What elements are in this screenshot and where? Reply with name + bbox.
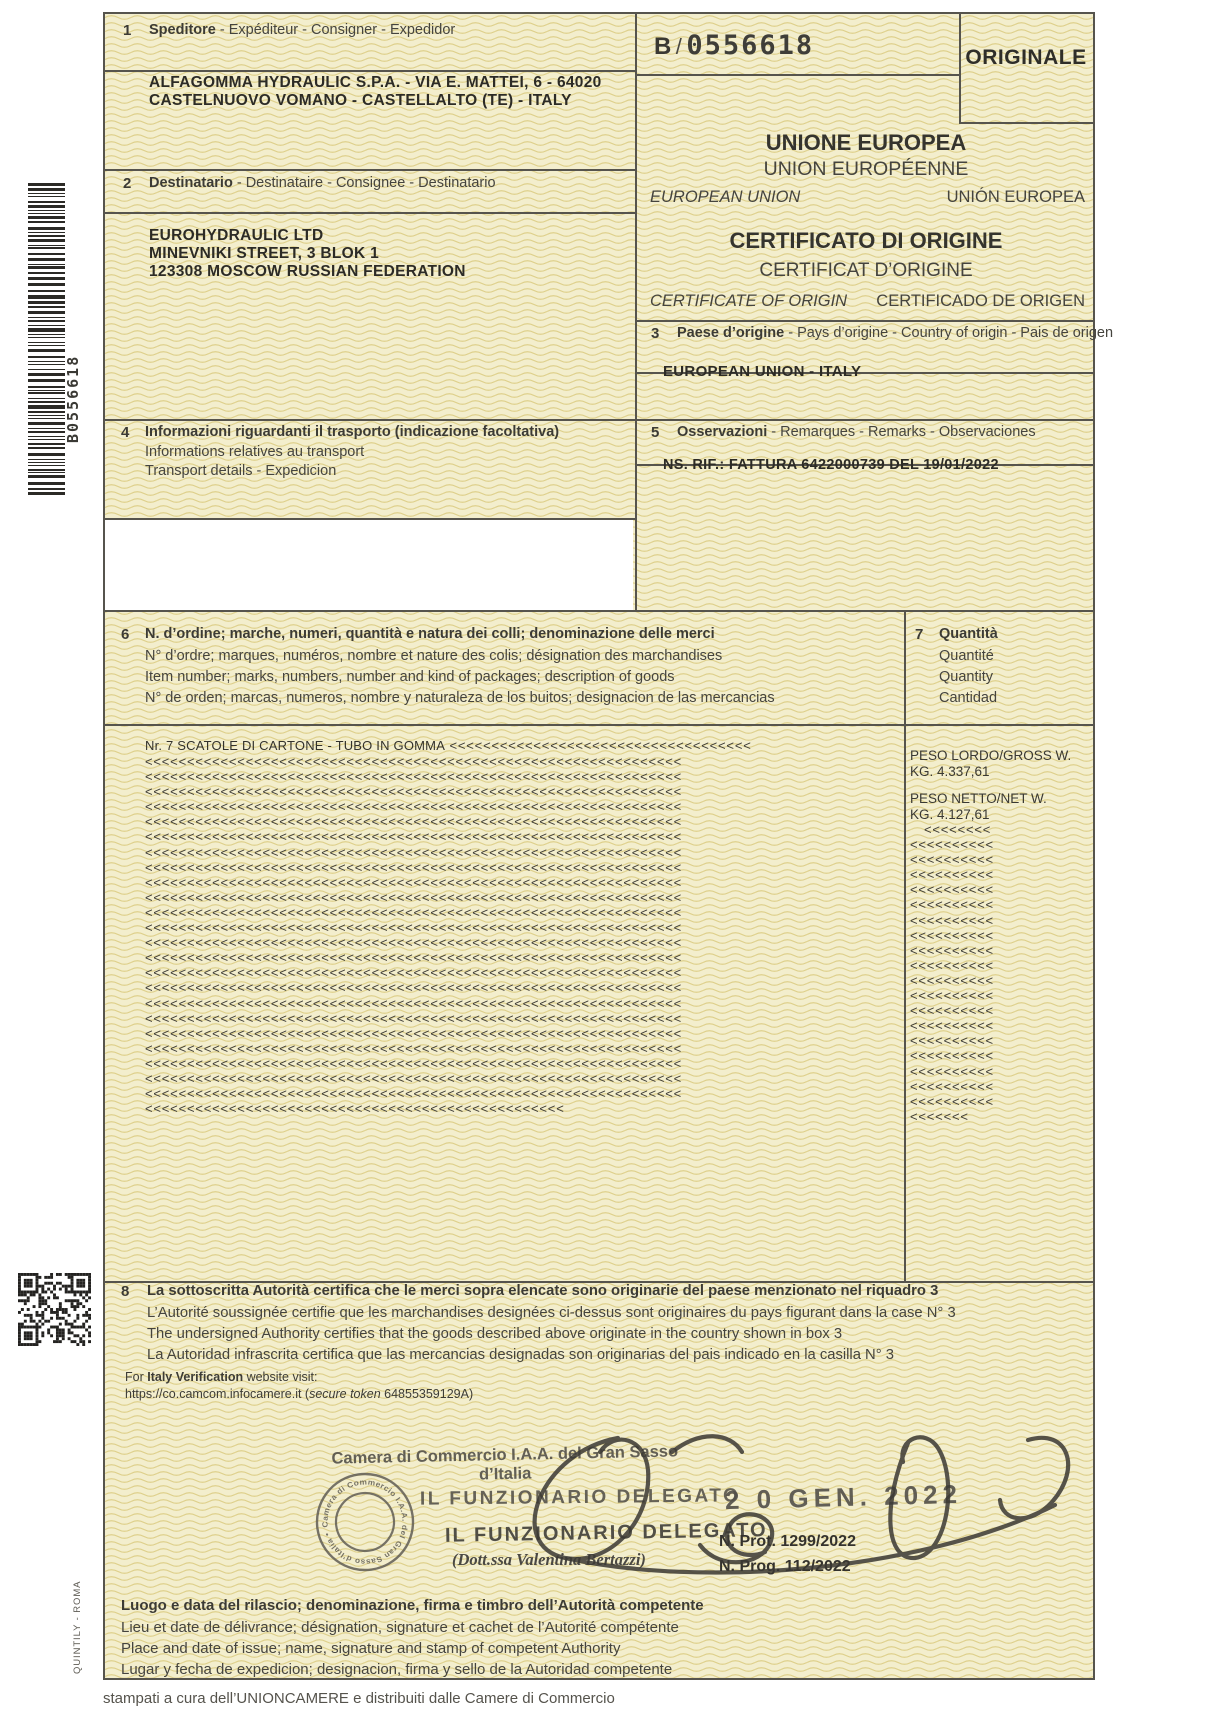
divider <box>105 724 1093 726</box>
union-title-es: UNIÓN EUROPEA <box>946 188 1085 206</box>
box7-label-line: Quantità <box>939 626 998 642</box>
divider <box>635 14 637 610</box>
cert-title-es: CERTIFICADO DE ORIGEN <box>876 292 1085 310</box>
divider <box>635 74 959 76</box>
officer-stamp-line1: IL FUNZIONARIO DELEGATO <box>419 1485 741 1510</box>
box3-number: 3 <box>651 325 660 342</box>
net-weight-value: KG. 4.127,61 <box>910 807 990 822</box>
box4-number: 4 <box>121 424 130 441</box>
box7-label-line: Quantité <box>939 648 994 664</box>
cert-title-en: CERTIFICATE OF ORIGIN <box>650 292 848 310</box>
barcode <box>28 183 65 499</box>
box2-label: Destinatario - Destinataire - Consignee - Destinatario <box>149 175 496 191</box>
footer-label-line: Lugar y fecha de expedicion; designacion, firma y sello de la Autoridad competente <box>121 1661 673 1678</box>
certificate-digits: 0556618 <box>686 30 815 61</box>
consignee-line: 123308 MOSCOW RUSSIAN FEDERATION <box>149 263 466 280</box>
remarks-value: NS. RIF.: FATTURA 6422000739 DEL 19/01/2022 <box>663 457 999 473</box>
authority-stamp-title: Camera di Commercio I.A.A. del Gran Sasso d’Italia <box>331 1442 679 1484</box>
consignee-line: MINEVNIKI STREET, 3 BLOK 1 <box>149 245 379 262</box>
qty-filler-rows: <<<<<<<< <<<<<<<<<< <<<<<<<<<< <<<<<<<<<< <<<<<<<<<< <<<<<<<<<< <<<<<<<<<< <<<<<<<<<< <<<<<<<<<< <<<<<<<<<< <<<<<<<<<< <<<<<<<<<< <<<<<<<<<< <<<<<<<<<< <<<<<<<<<< <<<<<<<<<< <<<<<<<<<< <<<<<<<<<< <<<<<<<<<< <<<<<<< <box>910 822 994 1124</box>
shipper-line: ALFAGOMMA HYDRAULIC S.P.A. - VIA E. MATTEI, 6 - 64020 <box>149 74 602 91</box>
footer-note: stampati a cura dell’UNIONCAMERE e distribuiti dalle Camere di Commercio <box>103 1690 615 1707</box>
goods-description: Nr. 7 SCATOLE DI CARTONE - TUBO IN GOMMA <box>145 738 446 753</box>
box6-number: 6 <box>121 626 130 643</box>
cert-title-it: CERTIFICATO DI ORIGINE <box>729 228 1003 253</box>
protocol-number: N. Prot. 1299/2022 <box>719 1533 856 1550</box>
divider <box>105 610 1093 612</box>
divider <box>105 169 635 171</box>
originale-badge: ORIGINALE <box>965 46 1087 69</box>
box7-label-line: Cantidad <box>939 690 998 706</box>
gross-weight-value: KG. 4.337,61 <box>910 764 990 779</box>
printer-mark: QUINTILY - ROMA <box>72 1580 83 1674</box>
certificate-form <box>103 12 1114 1680</box>
goods-filler-rows: <<<<<<<<<<<<<<<<<<<<<<<<<<<<<<<<<<<<<<<<<<<<<<<<<<<<<<<<<<<<<<<< <<<<<<<<<<<<<<<<<<<<<<<<<<<<<<<<<<<<<<<<<<<<<<<<<<<<<<<<<<<<<<<< <<<<<<<<<<<<<<<<<<<<<<<<<<<<<<<<<<<<<<<<<<<<<<<<<<<<<<<<<<<<<<<< <<<<<<<<<<<<<<<<<<<<<<<<<<<<<<<<<<<<<<<<<<<<<<<<<<<<<<<<<<<<<<<< <<<<<<<<<<<<<<<<<<<<<<<<<<<<<<<<<<<<<<<<<<<<<<<<<<<<<<<<<<<<<<<< <<<<<<<<<<<<<<<<<<<<<<<<<<<<<<<<<<<<<<<<<<<<<<<<<<<<<<<<<<<<<<<< <<<<<<<<<<<<<<<<<<<<<<<<<<<<<<<<<<<<<<<<<<<<<<<<<<<<<<<<<<<<<<<< <<<<<<<<<<<<<<<<<<<<<<<<<<<<<<<<<<<<<<<<<<<<<<<<<<<<<<<<<<<<<<<< <<<<<<<<<<<<<<<<<<<<<<<<<<<<<<<<<<<<<<<<<<<<<<<<<<<<<<<<<<<<<<<< <<<<<<<<<<<<<<<<<<<<<<<<<<<<<<<<<<<<<<<<<<<<<<<<<<<<<<<<<<<<<<<< <<<<<<<<<<<<<<<<<<<<<<<<<<<<<<<<<<<<<<<<<<<<<<<<<<<<<<<<<<<<<<<< <<<<<<<<<<<<<<<<<<<<<<<<<<<<<<<<<<<<<<<<<<<<<<<<<<<<<<<<<<<<<<<< <<<<<<<<<<<<<<<<<<<<<<<<<<<<<<<<<<<<<<<<<<<<<<<<<<<<<<<<<<<<<<<< <<<<<<<<<<<<<<<<<<<<<<<<<<<<<<<<<<<<<<<<<<<<<<<<<<<<<<<<<<<<<<<< <<<<<<<<<<<<<<<<<<<<<<<<<<<<<<<<<<<<<<<<<<<<<<<<<<<<<<<<<<<<<<<< <<<<<<<<<<<<<<<<<<<<<<<<<<<<<<<<<<<<<<<<<<<<<<<<<<<<<<<<<<<<<<<< <<<<<<<<<<<<<<<<<<<<<<<<<<<<<<<<<<<<<<<<<<<<<<<<<<<<<<<<<<<<<<<< <<<<<<<<<<<<<<<<<<<<<<<<<<<<<<<<<<<<<<<<<<<<<<<<<<<<<<<<<<<<<<<< <<<<<<<<<<<<<<<<<<<<<<<<<<<<<<<<<<<<<<<<<<<<<<<<<<<<<<<<<<<<<<<< <<<<<<<<<<<<<<<<<<<<<<<<<<<<<<<<<<<<<<<<<<<<<<<<<<<<<<<<<<<<<<<< <<<<<<<<<<<<<<<<<<<<<<<<<<<<<<<<<<<<<<<<<<<<<<<<<<<<<<<<<<<<<<<< <<<<<<<<<<<<<<<<<<<<<<<<<<<<<<<<<<<<<<<<<<<<<<<<<<<<<<<<<<<<<<<< <<<<<<<<<<<<<<<<<<<<<<<<<<<<<<<<<<<<<<<<<<<<<<<<<<<<<<<<<<<<<<<< <<<<<<<<<<<<<<<<<<<<<<<<<<<<<<<<<<<<<<<<<<<<<<<<<< <box>145 754 683 1117</box>
box8-line: La Autoridad infrascrita certifica que las mercancias designadas son originarias del pais indicado en la casilla N° 3 <box>147 1347 894 1363</box>
footer-label-line: Place and date of issue; name, signature and stamp of competent Authority <box>121 1640 621 1657</box>
officer-stamp-line2: IL FUNZIONARIO DELEGATO <box>444 1519 768 1547</box>
union-title-en: EUROPEAN UNION <box>650 188 801 206</box>
box6-label-line: N. d’ordine; marche, numeri, quantità e natura dei colli; denominazione delle merci <box>145 626 715 642</box>
box6-label-line: N° d’ordre; marques, numéros, nombre et nature des colis; désignation des marchandises <box>145 648 723 664</box>
series-letter: B <box>654 33 672 60</box>
cert-title-fr: CERTIFICAT D’ORIGINE <box>759 260 973 281</box>
footer-label-line: Luogo e data del rilascio; denominazione, firma e timbro dell’Autorità competente <box>121 1597 704 1614</box>
union-title-it: UNIONE EUROPEA <box>765 130 967 155</box>
seal-rim-text: Camera di Commercio I.A.A. del Gran Sasso d’Italia • <box>320 1477 410 1567</box>
divider <box>959 122 1093 124</box>
box2-number: 2 <box>123 175 132 192</box>
net-weight-label: PESO NETTO/NET W. <box>910 791 1047 806</box>
box1-label: Speditore - Expéditeur - Consigner - Expedidor <box>149 22 456 38</box>
box6-label-line: N° de orden; marcas, numeros, nombre y naturaleza de los buitos; designacion de las mercancias <box>145 690 775 706</box>
box6-label-line: Item number; marks, numbers, number and kind of packages; description of goods <box>145 669 675 685</box>
verification-url: https://co.camcom.infocamere.it (secure token 64855359129A) <box>125 1387 474 1401</box>
box3-label: Paese d’origine - Pays d’origine - Country of origin - Pais de origen <box>677 325 1114 341</box>
union-title-fr: UNION EUROPÉENNE <box>763 158 969 180</box>
goods-description-row <box>145 738 895 753</box>
divider <box>105 518 635 520</box>
divider <box>105 419 1093 421</box>
box4-label-line: Informazioni riguardanti il trasporto (indicazione facoltativa) <box>145 424 560 440</box>
divider <box>635 320 1093 322</box>
verification-line: For Italy Verification website visit: <box>125 1370 318 1384</box>
box4-label-line: Transport details - Expedicion <box>145 463 337 479</box>
certificate-number <box>654 30 814 61</box>
country-of-origin-value: EUROPEAN UNION - ITALY <box>663 363 862 380</box>
divider <box>105 212 635 214</box>
shipper-line: CASTELNUOVO VOMANO - CASTELLALTO (TE) - ITALY <box>149 92 572 109</box>
box1-number: 1 <box>123 22 132 39</box>
box5-label: Osservazioni - Remarques - Remarks - Observaciones <box>677 424 1036 440</box>
box8-line: L’Autorité soussignée certifie que les marchandises designées ci-dessus sont originaires du pays figurant dans la case N° 3 <box>147 1305 956 1321</box>
empty-cell <box>105 520 633 610</box>
box8-number: 8 <box>121 1283 130 1300</box>
box8-line: The undersigned Authority certifies that the goods described above originate in the country shown in box 3 <box>147 1326 843 1342</box>
divider <box>105 70 635 72</box>
barcode-label: B0556618 <box>64 354 82 443</box>
box7-number: 7 <box>915 626 924 643</box>
series-separator: / <box>675 34 682 59</box>
progressive-number: N. Prog. 112/2022 <box>719 1558 851 1575</box>
consignee-line: EUROHYDRAULIC LTD <box>149 227 324 244</box>
box4-label-line: Informations relatives au transport <box>145 444 365 460</box>
box5-number: 5 <box>651 424 660 441</box>
footer-label-line: Lieu et date de délivrance; désignation, signature et cachet de l’Autorité compétente <box>121 1619 679 1636</box>
gross-weight-label: PESO LORDO/GROSS W. <box>910 748 1072 763</box>
issue-date-stamp: 2 0 GEN. 2022 <box>724 1478 963 1516</box>
qr-code <box>18 1273 91 1346</box>
officer-name: (Dott.ssa Valentina Bertazzi) <box>452 1550 646 1569</box>
divider <box>904 610 906 1281</box>
box8-line: La sottoscritta Autorità certifica che le merci sopra elencate sono originarie del paese menzionato nel riquadro 3 <box>147 1283 939 1299</box>
box7-label-line: Quantity <box>939 669 993 685</box>
goods-desc-filler: <<<<<<<<<<<<<<<<<<<<<<<<<<<<<<<<<<<< <box>449 738 752 753</box>
